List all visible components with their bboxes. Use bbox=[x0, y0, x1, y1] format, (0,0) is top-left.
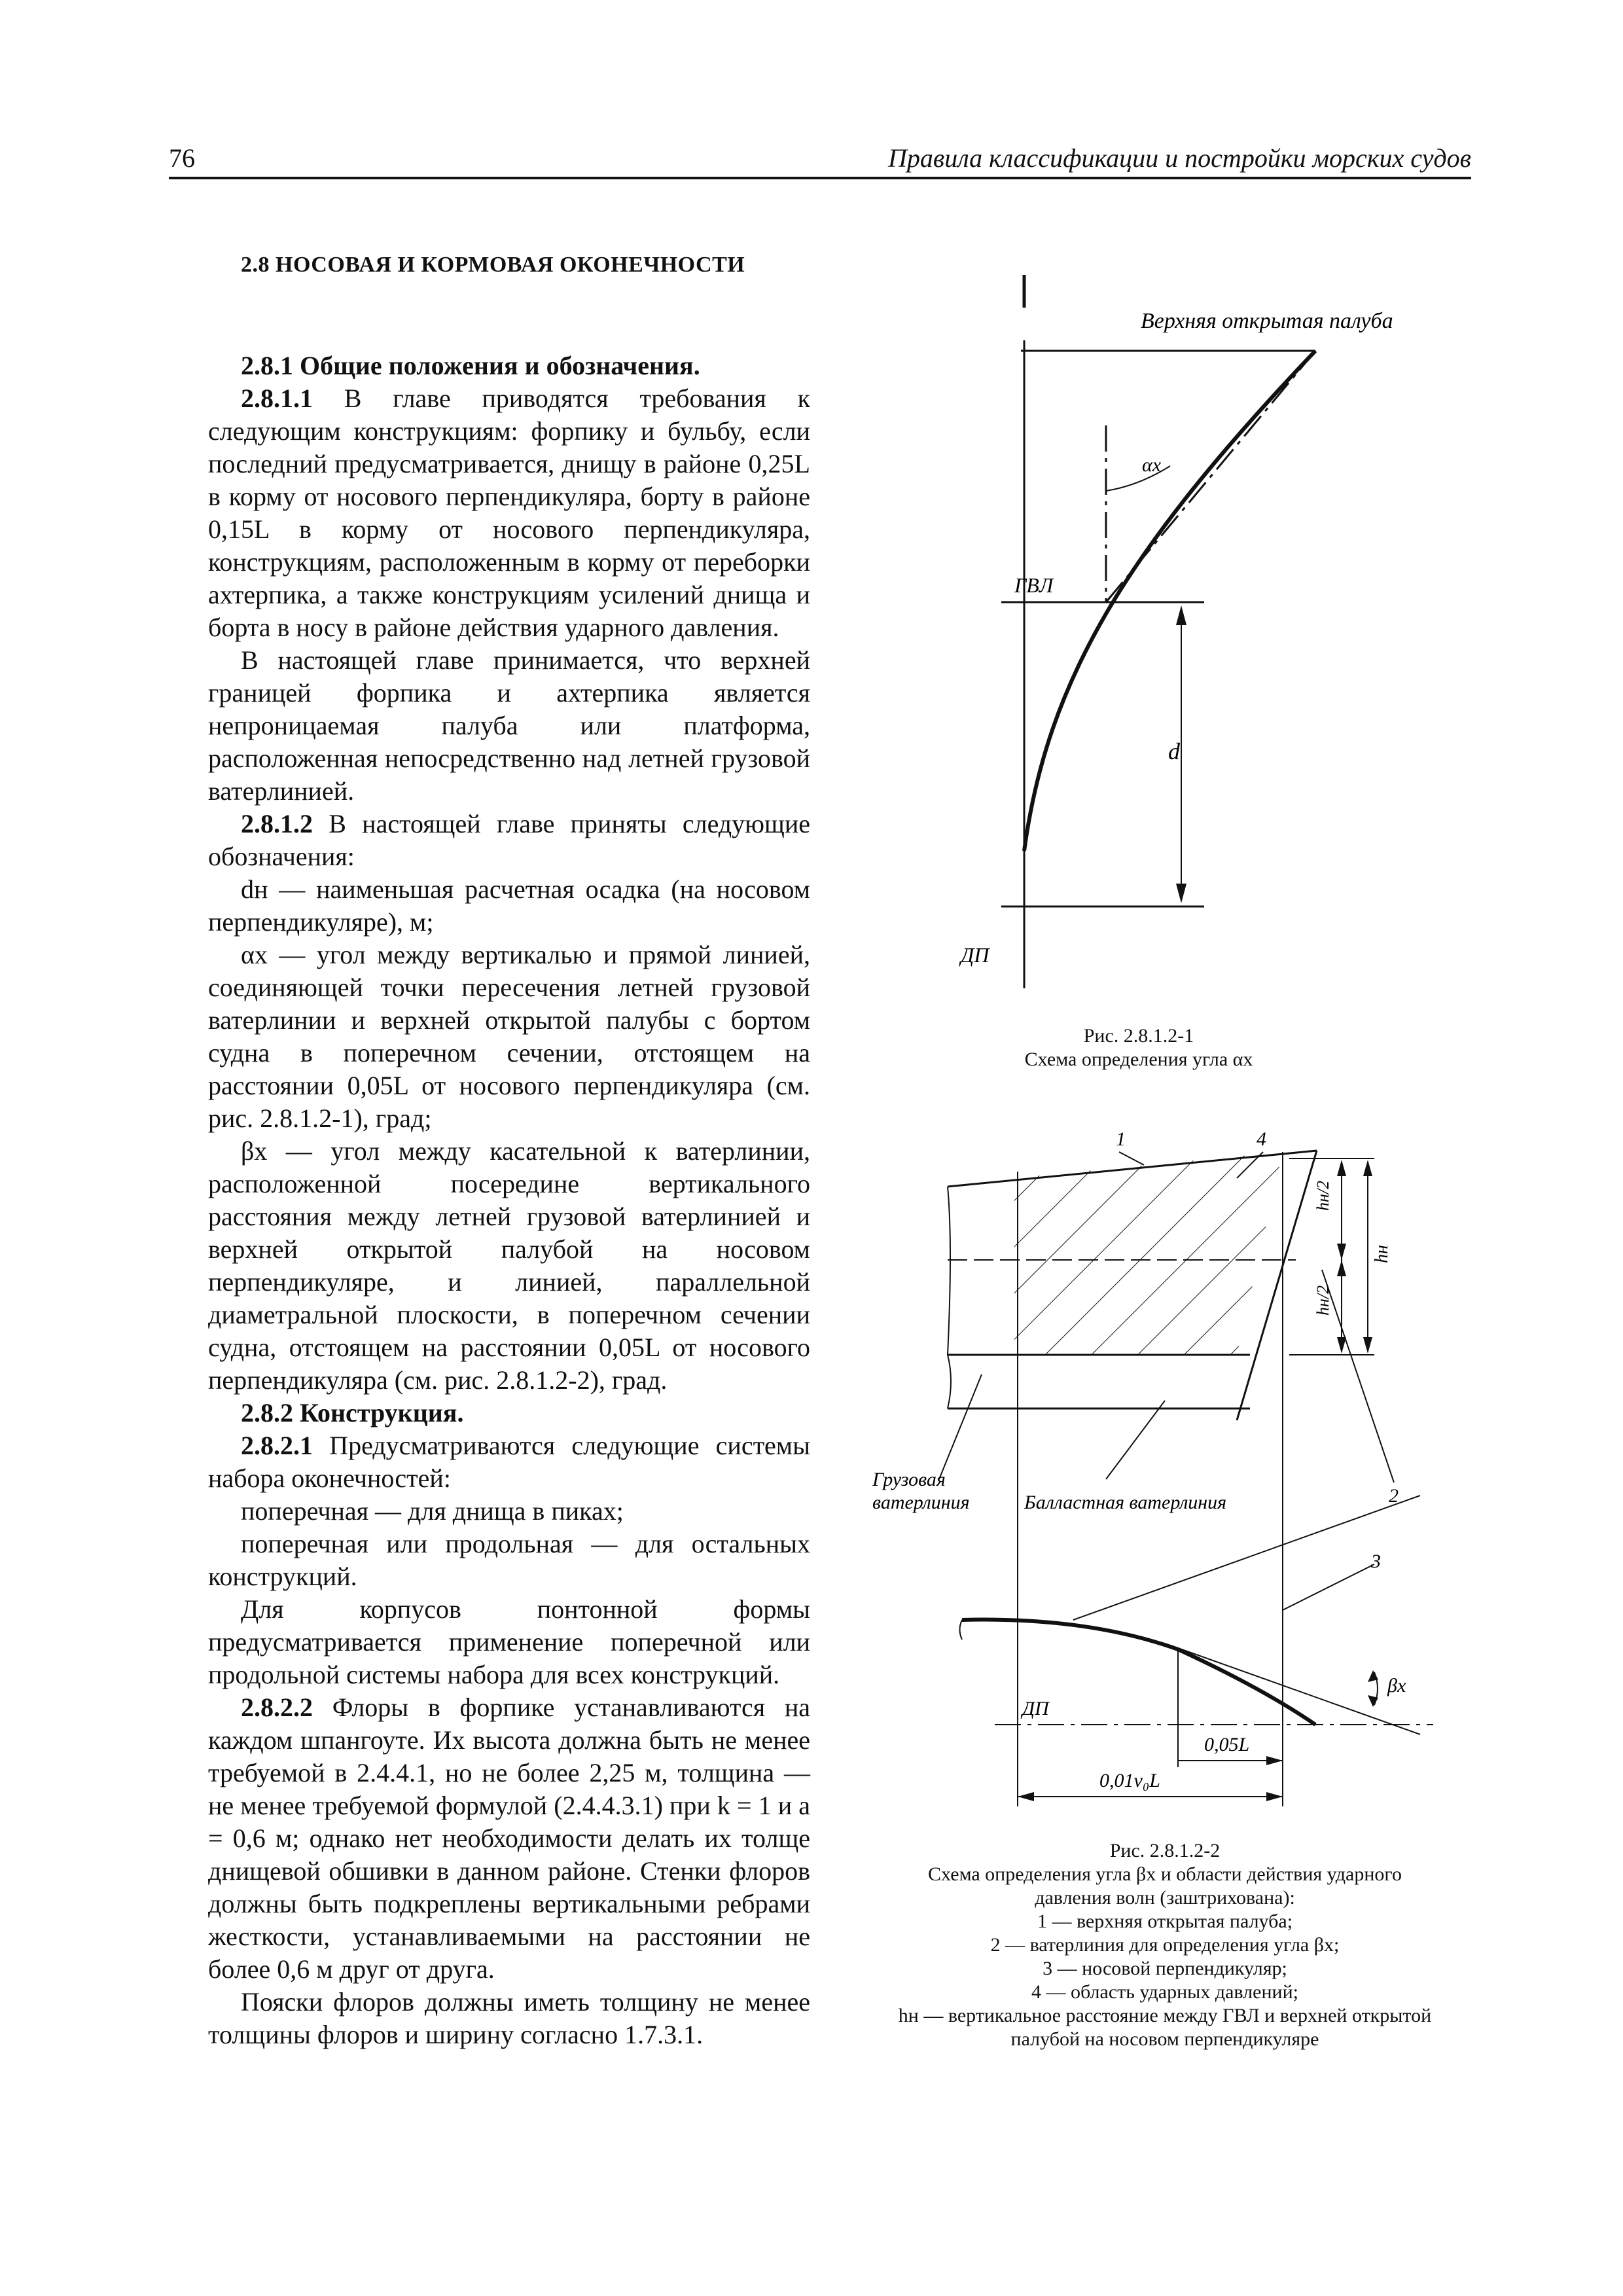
caption-number: Рис. 2.8.1.2-1 bbox=[1083, 1025, 1194, 1047]
label-2: 2 bbox=[1389, 1485, 1399, 1507]
label-3: 3 bbox=[1371, 1551, 1381, 1572]
caption-line: давления волн (заштрихована): bbox=[1035, 1887, 1295, 1909]
section-title: 2.8 НОСОВАЯ И КОРМОВАЯ ОКОНЕЧНОСТИ bbox=[241, 253, 745, 277]
caption-text: Схема определения угла αx bbox=[1024, 1049, 1253, 1070]
label-005L: 0,05L bbox=[1204, 1734, 1250, 1755]
label-1: 1 bbox=[1116, 1128, 1126, 1150]
label-dp: ДП bbox=[1022, 1698, 1049, 1719]
caption-line: Схема определения угла βx и области действия ударного bbox=[928, 1863, 1402, 1885]
clause-number: 2.8.2.2 bbox=[241, 1693, 313, 1722]
caption-line: 1 — верхняя открытая палуба; bbox=[1037, 1910, 1293, 1932]
list-item: поперечная — для днища в пиках; bbox=[241, 1496, 624, 1526]
heading-2-8-2: 2.8.2 Конструкция. bbox=[241, 1398, 464, 1427]
caption-line: hн — вертикальное расстояние между ГВЛ и верхней открытой bbox=[898, 2005, 1432, 2026]
clause-number: 2.8.1.1 bbox=[241, 384, 313, 413]
label-hh2-upper: hн/2 bbox=[1313, 1180, 1332, 1211]
page-number: 76 bbox=[169, 143, 195, 173]
caption-line: палубой на носовом перпендикуляре bbox=[1010, 2028, 1319, 2050]
list-item: поперечная или продольная — для остальных конструкций. bbox=[208, 1529, 810, 1591]
figure-alpha bbox=[942, 275, 1393, 995]
definition-alpha: αx — угол между вертикалью и прямой линией, соединяющей точки пересечения летней грузовой ватерлинии и верхней открытой палубы с бортом судна в поперечном сечении, отстоящем на расстоянии 0,05L от носового перпендикуляра (см. рис. 2.8.1.2-1), град; bbox=[208, 940, 810, 1133]
label-alpha: αx bbox=[1142, 454, 1162, 476]
figure-beta-caption bbox=[838, 1839, 1492, 2051]
label-gvl: ГВЛ bbox=[1014, 573, 1054, 597]
figure-alpha-caption bbox=[942, 1024, 1335, 1071]
label-hh2-lower: hн/2 bbox=[1313, 1285, 1332, 1316]
paragraph-2-8-1-1: 2.8.1.1 В главе приводятся требования к следующим конструкциям: форпику и бульбу, если последний предусматривается, днищу в районе 0,25L в корму от носового перпендикуляра, борту в районе 0,15L в корму от носового перпендикуляра, конструкциям, расположенным в корму от переборки ахтерпика, а также конструкциям усилений днища и борта в носу в районе действия ударного давления. bbox=[208, 384, 810, 642]
heading-2-8-1: 2.8.1 Общие положения и обозначения. bbox=[241, 351, 700, 380]
label-d: d bbox=[1168, 738, 1180, 764]
definition-beta: βx — угол между касательной к ватерлинии, расположенной посередине вертикального расстояния между летней грузовой ватерлинией и верхней открытой палубой на носовом перпендикуляре, и линией, параллельной диаметральной плоскости, в поперечном сечении судна, отстоящем на расстоянии 0,05L от носового перпендикуляра (см. рис. 2.8.1.2-2), град. bbox=[208, 1136, 810, 1395]
page-header bbox=[169, 143, 1471, 179]
label-hh: hн bbox=[1372, 1245, 1392, 1263]
label-ballast-wl: Балластная ватерлиния bbox=[1024, 1492, 1227, 1513]
label-001v0L: 0,01v₀L bbox=[1099, 1770, 1160, 1791]
paragraph-ponton: Для корпусов понтонной формы предусматривается применение поперечной или продольной системы набора для всех конструкций. bbox=[208, 1594, 810, 1689]
figure-beta-drawing bbox=[870, 1113, 1459, 1820]
caption-line: 4 — область ударных давлений; bbox=[1031, 1981, 1298, 2003]
body-text bbox=[208, 249, 810, 2051]
paragraph-2-8-2-1: 2.8.2.1 Предусматриваются следующие системы набора оконечностей: bbox=[208, 1431, 810, 1493]
caption-line: 3 — носовой перпендикуляр; bbox=[1043, 1958, 1287, 1979]
running-title: Правила классификации и постройки морских судов bbox=[887, 143, 1471, 173]
paragraph-poyaski: Пояски флоров должны иметь толщину не менее толщины флоров и ширину согласно 1.7.3.1. bbox=[208, 1987, 810, 2049]
header-rule bbox=[169, 177, 1471, 179]
definition-d: dн — наименьшая расчетная осадка (на носовом перпендикуляре), м; bbox=[208, 874, 810, 937]
figure-alpha-drawing bbox=[942, 275, 1393, 995]
label-cargo-wl-2: ватерлиния bbox=[872, 1492, 970, 1513]
caption-number: Рис. 2.8.1.2-2 bbox=[1109, 1840, 1221, 1861]
label-4: 4 bbox=[1257, 1128, 1266, 1150]
label-beta: βx bbox=[1387, 1675, 1406, 1696]
paragraph-upper-boundary: В настоящей главе принимается, что верхней границей форпика и ахтерпика является непроницаемая палуба или платформа, расположенная непосредственно над летней грузовой ватерлинией. bbox=[208, 645, 810, 806]
label-cargo-wl-1: Грузовая bbox=[872, 1469, 946, 1490]
clause-number: 2.8.1.2 bbox=[241, 809, 313, 838]
paragraph-2-8-1-2: 2.8.1.2 В настоящей главе приняты следующие обозначения: bbox=[208, 809, 810, 871]
label-deck: Верхняя открытая палуба bbox=[1141, 309, 1393, 333]
figure-beta bbox=[870, 1113, 1459, 1820]
paragraph-2-8-2-2: 2.8.2.2 Флоры в форпике устанавливаются на каждом шпангоуте. Их высота должна быть не менее требуемой в 2.4.4.1, но не более 2,25 м, толщина — не менее требуемой формулой (2.4.4.3.1) при k = 1 и a = 0,6 м; однако нет необходимости делать их толще днищевой обшивки в данном районе. Стенки флоров должны быть подкреплены вертикальными ребрами жесткости, устанавливаемыми на расстоянии не более 0,6 м друг от друга. bbox=[208, 1693, 810, 1984]
caption-line: 2 — ватерлиния для определения угла βx; bbox=[990, 1934, 1340, 1956]
label-dp: ДП bbox=[961, 943, 990, 967]
clause-number: 2.8.2.1 bbox=[241, 1431, 313, 1460]
